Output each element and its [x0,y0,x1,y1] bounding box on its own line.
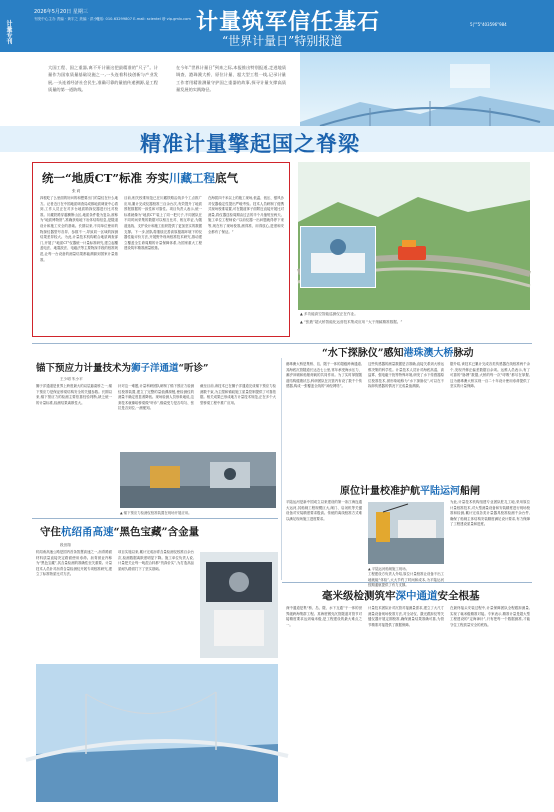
story6-col-3: 在最终接头安装过程中,计量保障团队全程跟踪测量,实现了毫米级精准对接。专家表示,精准计量是超大型工程建设的“定海神针”,只有把每一个数据测准,才能守住工程质量安全的底线。 [450,606,530,627]
masthead-meta: 电话: 010-63299807 E-mail: scientel @ vip.gmlx.com [96,17,191,21]
story6-headline [322,588,480,603]
story5-headline-pre: 守住 [40,526,61,538]
story4-col-1: 平陆运河是新中国成立以来建设的第一条江海连通大运河,其船闸工程规模巨大,闸门、启闭机等关键设备对安装精度要求极高。传统的离线校准方式难以满足现场施工进度要求。 [286,500,362,521]
lead-headline-post: 底气 [214,171,238,185]
story3-headline-highlight: 狮子洋通道 [131,363,179,374]
story3-col-2: 针对这一难题,计量科研团队研制了锚下预应力检测仪校准装置,建立了完整的量值溯源链,使检测仪的测量不确定度显著降低。现场检测人员形象地说,这套技术就像给桥梁做“听诊”,锚索受力是否均匀、张拉是否到位,一测便知。 [118,384,194,411]
story5-col-1: 杭绍甬高速公路是国内首条智慧高速之一,沥青路面材料质量直接决定路面使用寿命。沥青被业内称为“黑色宝藏”,其含量检测的准确性至关重要。计量技术人员针对沥青含量检测仪开展专项校准研究,建立了标准物质比对方法。 [36,550,112,577]
divider-2 [32,518,278,519]
story5-col-2: 项目实施以来,累计完成沥青含量检测仪校准百余台次,检测数据离散度明显下降。施工单位负责人说,计量把关让每一吨混合料都“货真价实”,为打造高品质耐久路面打下了坚实基础。 [118,550,194,571]
story6-headline-post: 安全根基 [437,590,480,602]
story3-headline-pre: 锚下预应力计量技术为 [36,363,132,374]
section-label: 计量专刊 [5,20,12,44]
lead-photo-caption-2: ▲ “张掖”超大桥智能化运营技术集成应用 “大于细腻精准数据。” [300,320,403,324]
lead-story-byline: 张 莉 [72,189,81,193]
story4-col-3: 工程建设方负责人介绍,原位计量校准让设备不出工地就能“体检”,大大节约了时间和成本,为平陆运河按期通航提供了有力支撑。 [368,572,444,588]
lead-photo-inset [300,226,376,288]
intro-illustration [300,52,554,134]
story6-col-2: 计量技术团队针对沉管对接测量需求,建立了大尺寸测量设备现场校准方法,对全站仪、激光跟踪仪等关键仪器开展定期校准,确保测量结果准确可靠,为管节精准对接提供了数据保障。 [368,606,444,627]
story3-photo [120,452,276,508]
story4-col-2: 为此,计量技术机构组建专业团队驻扎工地,采用原位计量校准技术,对大型测量设备和安装精度进行现场校准和检测,累计完成各类计量器具校准检测千余台件,确保了船闸主体结构安装精度满足设计要求,有力保障了工程建设质量和进度。 [450,500,530,527]
story5-headline-highlight: 杭绍甬高速 [61,526,114,538]
story3-byline: 王少明 朱小平 [60,377,83,381]
story6-col-1: 深中通道是集“桥、岛、隧、水下互通”于一体的世界级跨海集群工程。其海底钢壳沉管隧道对管节对接精度要求达到毫米级,是工程建设的最大难点之一。 [286,606,362,627]
lead-story-col-3: 在海拔四千米以上的施工现场,低温、低压、强风沙对仪器稳定性提出严峻考验。技术人员研制了便携式现场校准装置,可在隧道掌子面附近直接开展比对测量,将仪器送检周期由过去的半个月缩短至两天。施工单位工程师说:“以前仪器一出问题就得停下来等,现在有了现场校准,测得准、用得放心,进度和安全都有了保证。” [208,196,284,234]
story5-photo [200,552,278,658]
lead-headline-pre: 统一“地质CT”标准 夯实 [42,171,169,185]
story4-headline-pre: 原位计量校准护航 [340,486,420,497]
page-subtitle: “世界计量日”特别报道 [222,34,343,48]
masthead-editors: 刊发中心主办 责编 · 黄宇之 美编 · 洪小宏 [34,17,101,21]
intro-col-1: 大国工程、国之重器,离不开计量这把最精准的“尺子”。计量作为国家质量基础设施之一,一头连着科技创新与产业发展,一头连着经济社会民生,准确可靠的量值传递溯源,是工程质量的第一道防线。 [48,65,158,92]
story6-headline-pre: 毫米级检测筑牢 [322,590,396,602]
lead-photo-caption: ▲ 多功能高空智能巡测仪正在作业。 [300,312,358,316]
banner-title: 精准计量擎起国之脊梁 [140,131,360,156]
page-title: 计量筑军信任基石 [196,9,381,35]
story6-headline-highlight: 深中通道 [395,590,438,602]
story5-byline: 段田翔 [60,543,71,547]
story2-col-3: 据介绍,该技术已累计完成各类传感器在线校准两千余个,发现并修正偏差数据百余项。运维人员表示,有了可靠的“脉搏”数据,大桥的每一次“呼吸”都尽在掌握,这为港珠澳大桥实现一百二十年设计使用寿命提供了坚实的计量保障。 [450,362,530,389]
lead-story-col-1: 四根吃了么里面的好问的和想要出门的量仪在什么地方。记者近日在中国地质调查局成都地质调查中心看到,工作人员正在对多台地质勘探仪器进行比对校准。川藏铁路穿越横断山区,地质条件极为复杂,被称为“地质博物馆”,准确获取地下岩体结构信息,是隧道设计和施工安全的基础。长期以来,不同单位使用的物探仪器型号各异、参数不一,导致同一区域的探测结果差异较大。为此,计量技术机构联合地质调查部门,开展了“地质CT”仪器统一计量标准研究,建立起覆盖电法、地震波法、电磁法等主要物探手段的校准规范,让每一台设备的测量结果都能溯源到国家计量基准。 [40,196,118,262]
story5-headline [40,524,199,539]
story3-headline [36,360,208,374]
story2-col-2: 这些传感器的测量数据是否准确,直接关系到大桥运维决策的科学性。计量技术人员针对海底高湿、高盐雾、强电磁干扰等特殊环境,研发了水下传感器原位校准技术,被形象地称为“水下探脉仪”,可以在不拆卸传感器的情况下完成量值溯源。 [368,362,444,389]
story2-headline [322,344,474,359]
masthead-date: 2026年5月20日 星期三 [34,9,88,15]
story4-headline-highlight: 平陆运河 [420,486,460,497]
lead-story-headline [42,170,238,186]
story2-headline-highlight: 港珠澳大桥 [403,348,454,359]
story2-col-1: 港珠澳大桥是集桥、岛、隧于一体的超级跨海通道,其海底沉管隧道长达近七公里,常年承受海水压力、潮汐冲刷和船舶荷载的共同作用。为了实时掌握隧道结构健康状态,科研团队在沉管内布设了数千个传感器,构成一张覆盖全线的“神经网络”。 [286,362,362,389]
story4-headline [340,482,480,497]
story2-headline-post: 脉动 [453,348,474,359]
page-code: 5|""5"403596"984 [470,22,507,27]
bottom-left-photo [36,664,278,802]
story5-headline-post: “黑色宝藏”含金量 [113,526,200,538]
story3-headline-post: “听诊” [178,363,209,374]
column-divider [281,358,282,580]
story3-col-1: 狮子洋通道是世界上跨度最大的双层悬索桥之一,锚下预应力是保证桥梁结构安全的关键参数。长期以来,锚下预应力的检测主要依靠经验判断,缺乏统一的计量标准,检测结果离散性大。 [36,384,112,405]
lead-headline-highlight: 川藏工程 [168,171,215,185]
story3-photo-caption: ▲ 锚下预应力检测仪校准装置在现场开展应用。 [120,511,192,515]
story4-photo [368,502,444,564]
story4-photo-caption: ▲ 平陆运河船闸施工现场。 [368,567,409,571]
intro-col-2: 在今年“世界计量日”到来之际,本报推出特别报道,走进地质调查、港珠澳大桥、原位计量、超大型工程一线,记录计量工作者用精准测量守护国之重器的故事,探寻计量支撑高质量发展的实践路径。 [176,65,286,92]
lead-story-col-2: 目前,相关校准规范已在川藏铁路沿线多个工点推广应用,累计完成仪器校准三百余台次,有效提升了地质预报数据的一致性和可靠性。项目负责人表示,统一标准就像为“地质CT”装上了同一把尺子,不同团队在不同时间采集的数据可以相互比对、相互印证,为隧道选线、支护设计和施工组织提供了更加坚实的数据支撑。下一步,团队将继续完善高原极端环境下的仪器性能评价方法,开展野外现场校准技术研究,推动建立覆盖全生命周期的计量保障体系,为国家重大工程建设筑牢精准测量根基。 [124,196,202,251]
story2-headline-pre: “水下探脉仪”感知 [322,348,404,359]
story3-col-3: 截至目前,该技术已在狮子洋通道完成锚下预应力检测数千束,为主缆和锚碇施工质量控制提供了可靠依据。相关成果已形成地方计量技术规范,正在多个大型桥梁工程中推广应用。 [200,384,276,405]
divider-3 [282,582,532,583]
story4-headline-post: 船闸 [460,486,480,497]
